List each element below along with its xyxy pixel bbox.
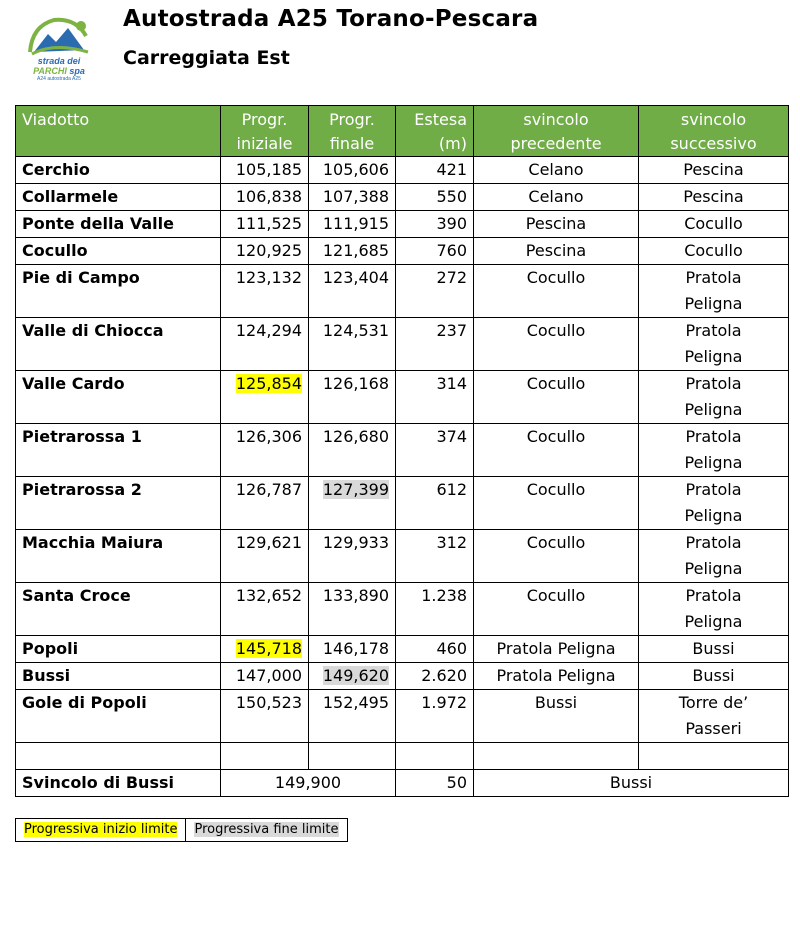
table-row	[16, 184, 789, 211]
page-title: Autostrada A25 Torano-Pescara	[123, 6, 539, 32]
cell-length: 760	[396, 238, 474, 265]
cell-name: Collarmele	[16, 184, 221, 211]
cell-start: 120,925	[221, 238, 309, 265]
table-row	[16, 636, 789, 663]
header-viadotto: Viadotto	[16, 106, 221, 157]
empty-cell	[396, 743, 474, 770]
cell-next: Cocullo	[639, 238, 789, 265]
header-progr-iniziale: Progr. iniziale	[221, 106, 309, 157]
cell-next: Pescina	[639, 157, 789, 184]
cell-name: Macchia Maiura	[16, 530, 221, 583]
cell-length: 390	[396, 211, 474, 238]
table-row	[16, 424, 789, 477]
svincolo-row	[16, 770, 789, 797]
cell-name: Cerchio	[16, 157, 221, 184]
cell-prev: Cocullo	[474, 477, 639, 530]
cell-start: 129,621	[221, 530, 309, 583]
cell-name: Pie di Campo	[16, 265, 221, 318]
cell-end	[309, 477, 396, 530]
end-limit-highlight: 149,620	[322, 666, 389, 685]
cell-next: Bussi	[639, 663, 789, 690]
cell-name: Pietrarossa 1	[16, 424, 221, 477]
cell-next: Bussi	[639, 636, 789, 663]
cell-next: Pratola Peligna	[639, 583, 789, 636]
empty-cell	[309, 743, 396, 770]
cell-prev: Celano	[474, 157, 639, 184]
logo-line1: strada dei	[37, 56, 81, 66]
legend-end-limit: Progressiva fine limite	[186, 819, 347, 842]
header-estesa: Estesa (m)	[396, 106, 474, 157]
cell-start: 111,525	[221, 211, 309, 238]
table-row	[16, 238, 789, 265]
cell-prev: Cocullo	[474, 265, 639, 318]
cell-start: 126,306	[221, 424, 309, 477]
table-row	[16, 690, 789, 743]
cell-end: 133,890	[309, 583, 396, 636]
table-row	[16, 318, 789, 371]
empty-cell	[16, 743, 221, 770]
cell-end: 146,178	[309, 636, 396, 663]
cell-length: 612	[396, 477, 474, 530]
cell-start: 124,294	[221, 318, 309, 371]
cell-length: 314	[396, 371, 474, 424]
cell-end: 121,685	[309, 238, 396, 265]
cell-name: Cocullo	[16, 238, 221, 265]
cell-start: 106,838	[221, 184, 309, 211]
start-limit-highlight: 145,718	[235, 639, 302, 658]
header-svincolo-successivo: svincolo successivo	[639, 106, 789, 157]
cell-next: Pescina	[639, 184, 789, 211]
page-subtitle: Carreggiata Est	[123, 47, 290, 69]
cell-length: 550	[396, 184, 474, 211]
empty-cell	[221, 743, 309, 770]
cell-next: Pratola Peligna	[639, 530, 789, 583]
cell-prev: Cocullo	[474, 371, 639, 424]
cell-end: 123,404	[309, 265, 396, 318]
cell-length: 460	[396, 636, 474, 663]
cell-end: 105,606	[309, 157, 396, 184]
cell-end: 124,531	[309, 318, 396, 371]
cell-name: Valle Cardo	[16, 371, 221, 424]
table-row	[16, 265, 789, 318]
logo-mountain-icon	[24, 12, 94, 58]
cell-progr: 149,900	[221, 770, 396, 797]
cell-prev: Cocullo	[474, 424, 639, 477]
cell-prev: Celano	[474, 184, 639, 211]
cell-svincolo: Bussi	[474, 770, 789, 797]
empty-cell	[474, 743, 639, 770]
cell-next: Pratola Peligna	[639, 265, 789, 318]
table-row	[16, 371, 789, 424]
table-row	[16, 663, 789, 690]
cell-end	[309, 663, 396, 690]
cell-length: 1.972	[396, 690, 474, 743]
cell-prev: Cocullo	[474, 583, 639, 636]
cell-start: 147,000	[221, 663, 309, 690]
empty-cell	[639, 743, 789, 770]
cell-start: 150,523	[221, 690, 309, 743]
cell-next: Pratola Peligna	[639, 318, 789, 371]
cell-start: 105,185	[221, 157, 309, 184]
cell-next: Torre de’ Passeri	[639, 690, 789, 743]
cell-length: 374	[396, 424, 474, 477]
cell-end: 111,915	[309, 211, 396, 238]
cell-prev: Pescina	[474, 238, 639, 265]
cell-length: 1.238	[396, 583, 474, 636]
cell-length: 312	[396, 530, 474, 583]
cell-length: 50	[396, 770, 474, 797]
logo-line1b: PARCHI	[33, 66, 67, 76]
table-row	[16, 530, 789, 583]
cell-name: Popoli	[16, 636, 221, 663]
end-limit-highlight: 127,399	[322, 480, 389, 499]
cell-end: 129,933	[309, 530, 396, 583]
cell-end: 152,495	[309, 690, 396, 743]
start-limit-highlight: 125,854	[235, 374, 302, 393]
logo-line1c: spa	[69, 66, 85, 76]
cell-name: Svincolo di Bussi	[16, 770, 221, 797]
cell-next: Pratola Peligna	[639, 371, 789, 424]
header-progr-finale: Progr. finale	[309, 106, 396, 157]
table-row	[16, 583, 789, 636]
cell-end: 126,168	[309, 371, 396, 424]
cell-end: 126,680	[309, 424, 396, 477]
cell-start: 123,132	[221, 265, 309, 318]
cell-start	[221, 371, 309, 424]
cell-prev: Bussi	[474, 690, 639, 743]
cell-name: Santa Croce	[16, 583, 221, 636]
cell-next: Cocullo	[639, 211, 789, 238]
table-row	[16, 157, 789, 184]
header-svincolo-precedente: svincolo precedente	[474, 106, 639, 157]
cell-start: 132,652	[221, 583, 309, 636]
cell-end: 107,388	[309, 184, 396, 211]
cell-next: Pratola Peligna	[639, 424, 789, 477]
cell-length: 237	[396, 318, 474, 371]
legend	[15, 818, 348, 842]
cell-prev: Pratola Peligna	[474, 636, 639, 663]
table-header-row	[16, 106, 789, 157]
cell-length: 272	[396, 265, 474, 318]
cell-prev: Pratola Peligna	[474, 663, 639, 690]
table-row	[16, 211, 789, 238]
cell-prev: Pescina	[474, 211, 639, 238]
cell-name: Bussi	[16, 663, 221, 690]
cell-length: 2.620	[396, 663, 474, 690]
viaduct-table	[15, 105, 789, 797]
cell-prev: Cocullo	[474, 318, 639, 371]
cell-name: Pietrarossa 2	[16, 477, 221, 530]
cell-prev: Cocullo	[474, 530, 639, 583]
cell-name: Valle di Chiocca	[16, 318, 221, 371]
empty-row	[16, 743, 789, 770]
cell-name: Gole di Popoli	[16, 690, 221, 743]
logo	[24, 12, 94, 84]
cell-start: 126,787	[221, 477, 309, 530]
cell-start	[221, 636, 309, 663]
table-row	[16, 477, 789, 530]
legend-start-limit: Progressiva inizio limite	[16, 819, 186, 842]
logo-line2: A24 autostrada A25	[37, 76, 81, 82]
cell-name: Ponte della Valle	[16, 211, 221, 238]
cell-next: Pratola Peligna	[639, 477, 789, 530]
cell-length: 421	[396, 157, 474, 184]
